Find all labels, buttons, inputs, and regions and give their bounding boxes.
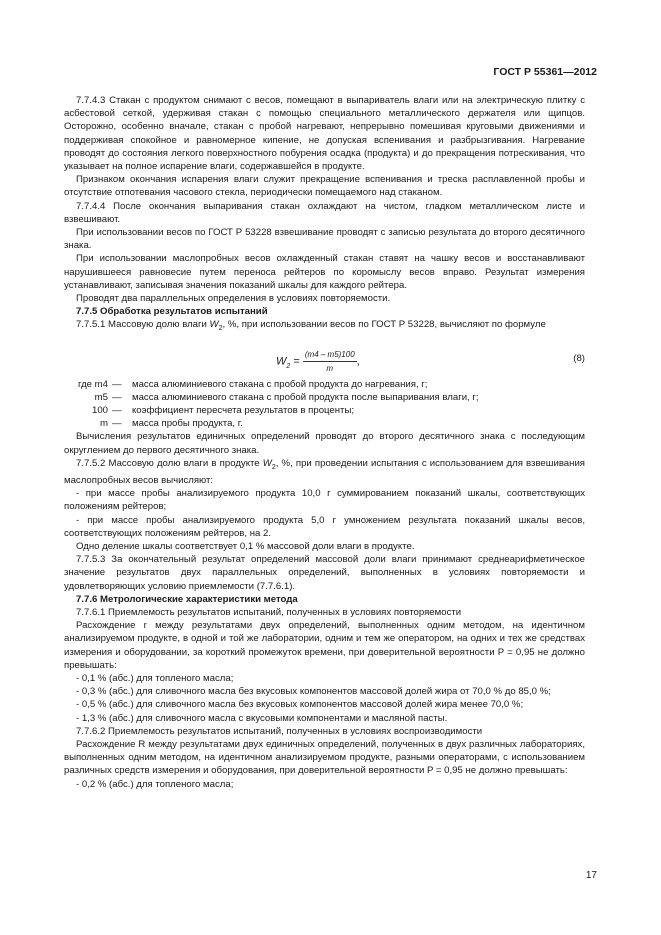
legend-row: 100 — коэффициент пересчета результатов в проценты; xyxy=(91,404,355,416)
paragraph-7-7-4-4: 7.7.4.4 После окончания выпаривания стакан охлаждают на чистом, гладком металлическом листе и взвешивают. xyxy=(64,200,585,225)
page-number: 17 xyxy=(585,870,597,881)
document-header: ГОСТ Р 55361—2012 xyxy=(493,66,597,78)
list-item: - 1,3 % (абс.) для сливочного масла с вкусовыми компонентами и масляной пасты. xyxy=(76,712,448,724)
paragraph-7-7-4-3: 7.7.4.3 Стакан с продуктом снимают с весов, помещают в выпариватель влаги или на электрическую плитку с асбестовой сеткой, удерживая стакан с помощью специального металлического держателя или щипцов. Осторожно, особенно вначале, стакан с пробой нагревают, непрерывно помешивая круговыми движениями и поддерживая спокойное и равномерное кипение, не допуская вспенивания и разбрызгивания. Нагревание проводят до состояния легкого поверхностного побурения осадка (продукта) и до прекращения потрескивания, что указывает на полное испарение влаги, содержавшейся в продукте. xyxy=(64,95,585,173)
formula-fraction xyxy=(303,348,357,375)
paragraph-7-7-6-1: 7.7.6.1 Приемлемость результатов испытаний, полученных в условиях повторяемости xyxy=(76,606,462,618)
paragraph: Проводят два параллельных определения в условиях повторяемости. xyxy=(76,293,391,305)
legend-row: m — масса пробы продукта, г. xyxy=(100,418,243,430)
paragraph: При использовании маслопробных весов охлажденный стакан ставят на чашку весов и восстанавливают нарушившееся равновесие путем переноса рейтеров по коромыслу весов вправо. Результат измерения устанавливают, записывая значения показаний шкалы для каждого рейтера. xyxy=(64,253,585,291)
paragraph-7-7-5-1: 7.7.5.1 Массовую долю влаги $W_2$, %, при использовании весов по ГОСТ Р 53228, вычисляют по формуле xyxy=(76,319,546,333)
paragraph: Расхождение r между результатами двух определений, выполненных одним методом, на идентичном анализируемом продукте, в одной и той же лаборатории, одним и тем же оператором, на одних и тех же средствах измерения и оборудовании, за короткий промежуток времени, при доверительной вероятности P = 0,95 не должно превышать: xyxy=(64,620,585,671)
formula-legend xyxy=(64,378,585,431)
paragraph: Расхождение R между результатами двух единичных определений, полученных в двух различных лабораториях, выполненных одним методом, на идентичном анализируемом продукте, разными операторами, с использованием различных средств измерения и оборудования, при доверительной вероятности P = 0,95 не должно превышать: xyxy=(64,738,585,777)
formula-8: $W_2$ = $\frac{(m4 - m5)100}{m}$ , (8) xyxy=(64,336,585,378)
legend-row: где m4 — масса алюминиевого стакана с пробой продукта до нагревания, г; xyxy=(78,378,428,390)
formula-number: (8) xyxy=(573,352,585,364)
formula-equals: = xyxy=(293,355,300,368)
formula-denominator: m xyxy=(326,363,334,373)
list-item: - 0,1 % (абс.) для топленого масла; xyxy=(76,672,234,684)
paragraph-7-7-5-2: 7.7.5.2 Массовую долю влаги в продукте $W_2$, %, при проведении испытания с использованием для взвешивания маслопробных весов вычисляют: xyxy=(64,457,585,486)
paragraph: Вычисления результатов единичных определений проводят до второго десятичного знака с последующим округлением до первого десятичного знака. xyxy=(64,431,585,456)
section-heading-7-7-5: 7.7.5 Обработка результатов испытаний xyxy=(76,306,268,318)
list-item: - при массе пробы анализируемого продукта 10,0 г суммированием показаний шкалы, соответствующих положениям рейтеров; xyxy=(64,488,585,513)
document-body xyxy=(64,94,585,791)
list-item: - 0,2 % (абс.) для топленого масла; xyxy=(76,778,234,790)
list-item: - 0,5 % (абс.) для сливочного масла без вкусовых компонентов массовой долей жира менее 70,0 %; xyxy=(76,699,524,711)
paragraph: Признаком окончания испарения влаги служит прекращение вспенивания и треска расплавленной пробы и отсутствие отпотевания часового стекла, периодически помещаемого над стаканом. xyxy=(64,174,585,199)
paragraph: При использовании весов по ГОСТ Р 53228 взвешивание проводят с записью результата до второго десятичного знака. xyxy=(64,227,585,252)
list-item: - при массе пробы анализируемого продукта 5,0 г умножением результата показаний шкалы весов, соответствующих положениям рейтеров, на 2. xyxy=(64,514,585,539)
formula-lhs: W xyxy=(276,355,287,368)
formula-numerator: (m4 – m5)100 xyxy=(303,348,357,362)
section-heading-7-7-6: 7.7.6 Метрологические характеристики метода xyxy=(76,593,298,605)
paragraph: Одно деление шкалы соответствует 0,1 % массовой доли влаги в продукте. xyxy=(76,540,415,552)
paragraph-7-7-5-3: 7.7.5.3 За окончательный результат определений массовой доли влаги принимают среднеарифметическое значение результатов двух параллельных определений, выполненных в условиях повторяемости и удовлетворяющих условию приемлемости (7.7.6.1). xyxy=(64,554,585,592)
list-item: - 0,3 % (абс.) для сливочного масла без вкусовых компонентов массовой долей жира от 70,0 % до 85,0 %; xyxy=(76,686,551,698)
legend-row: m5 — масса алюминиевого стакана с пробой продукта после выпаривания влаги, г; xyxy=(94,391,479,403)
paragraph-7-7-6-2: 7.7.6.2 Приемлемость результатов испытаний, полученных в условиях воспроизводимости xyxy=(76,725,483,737)
